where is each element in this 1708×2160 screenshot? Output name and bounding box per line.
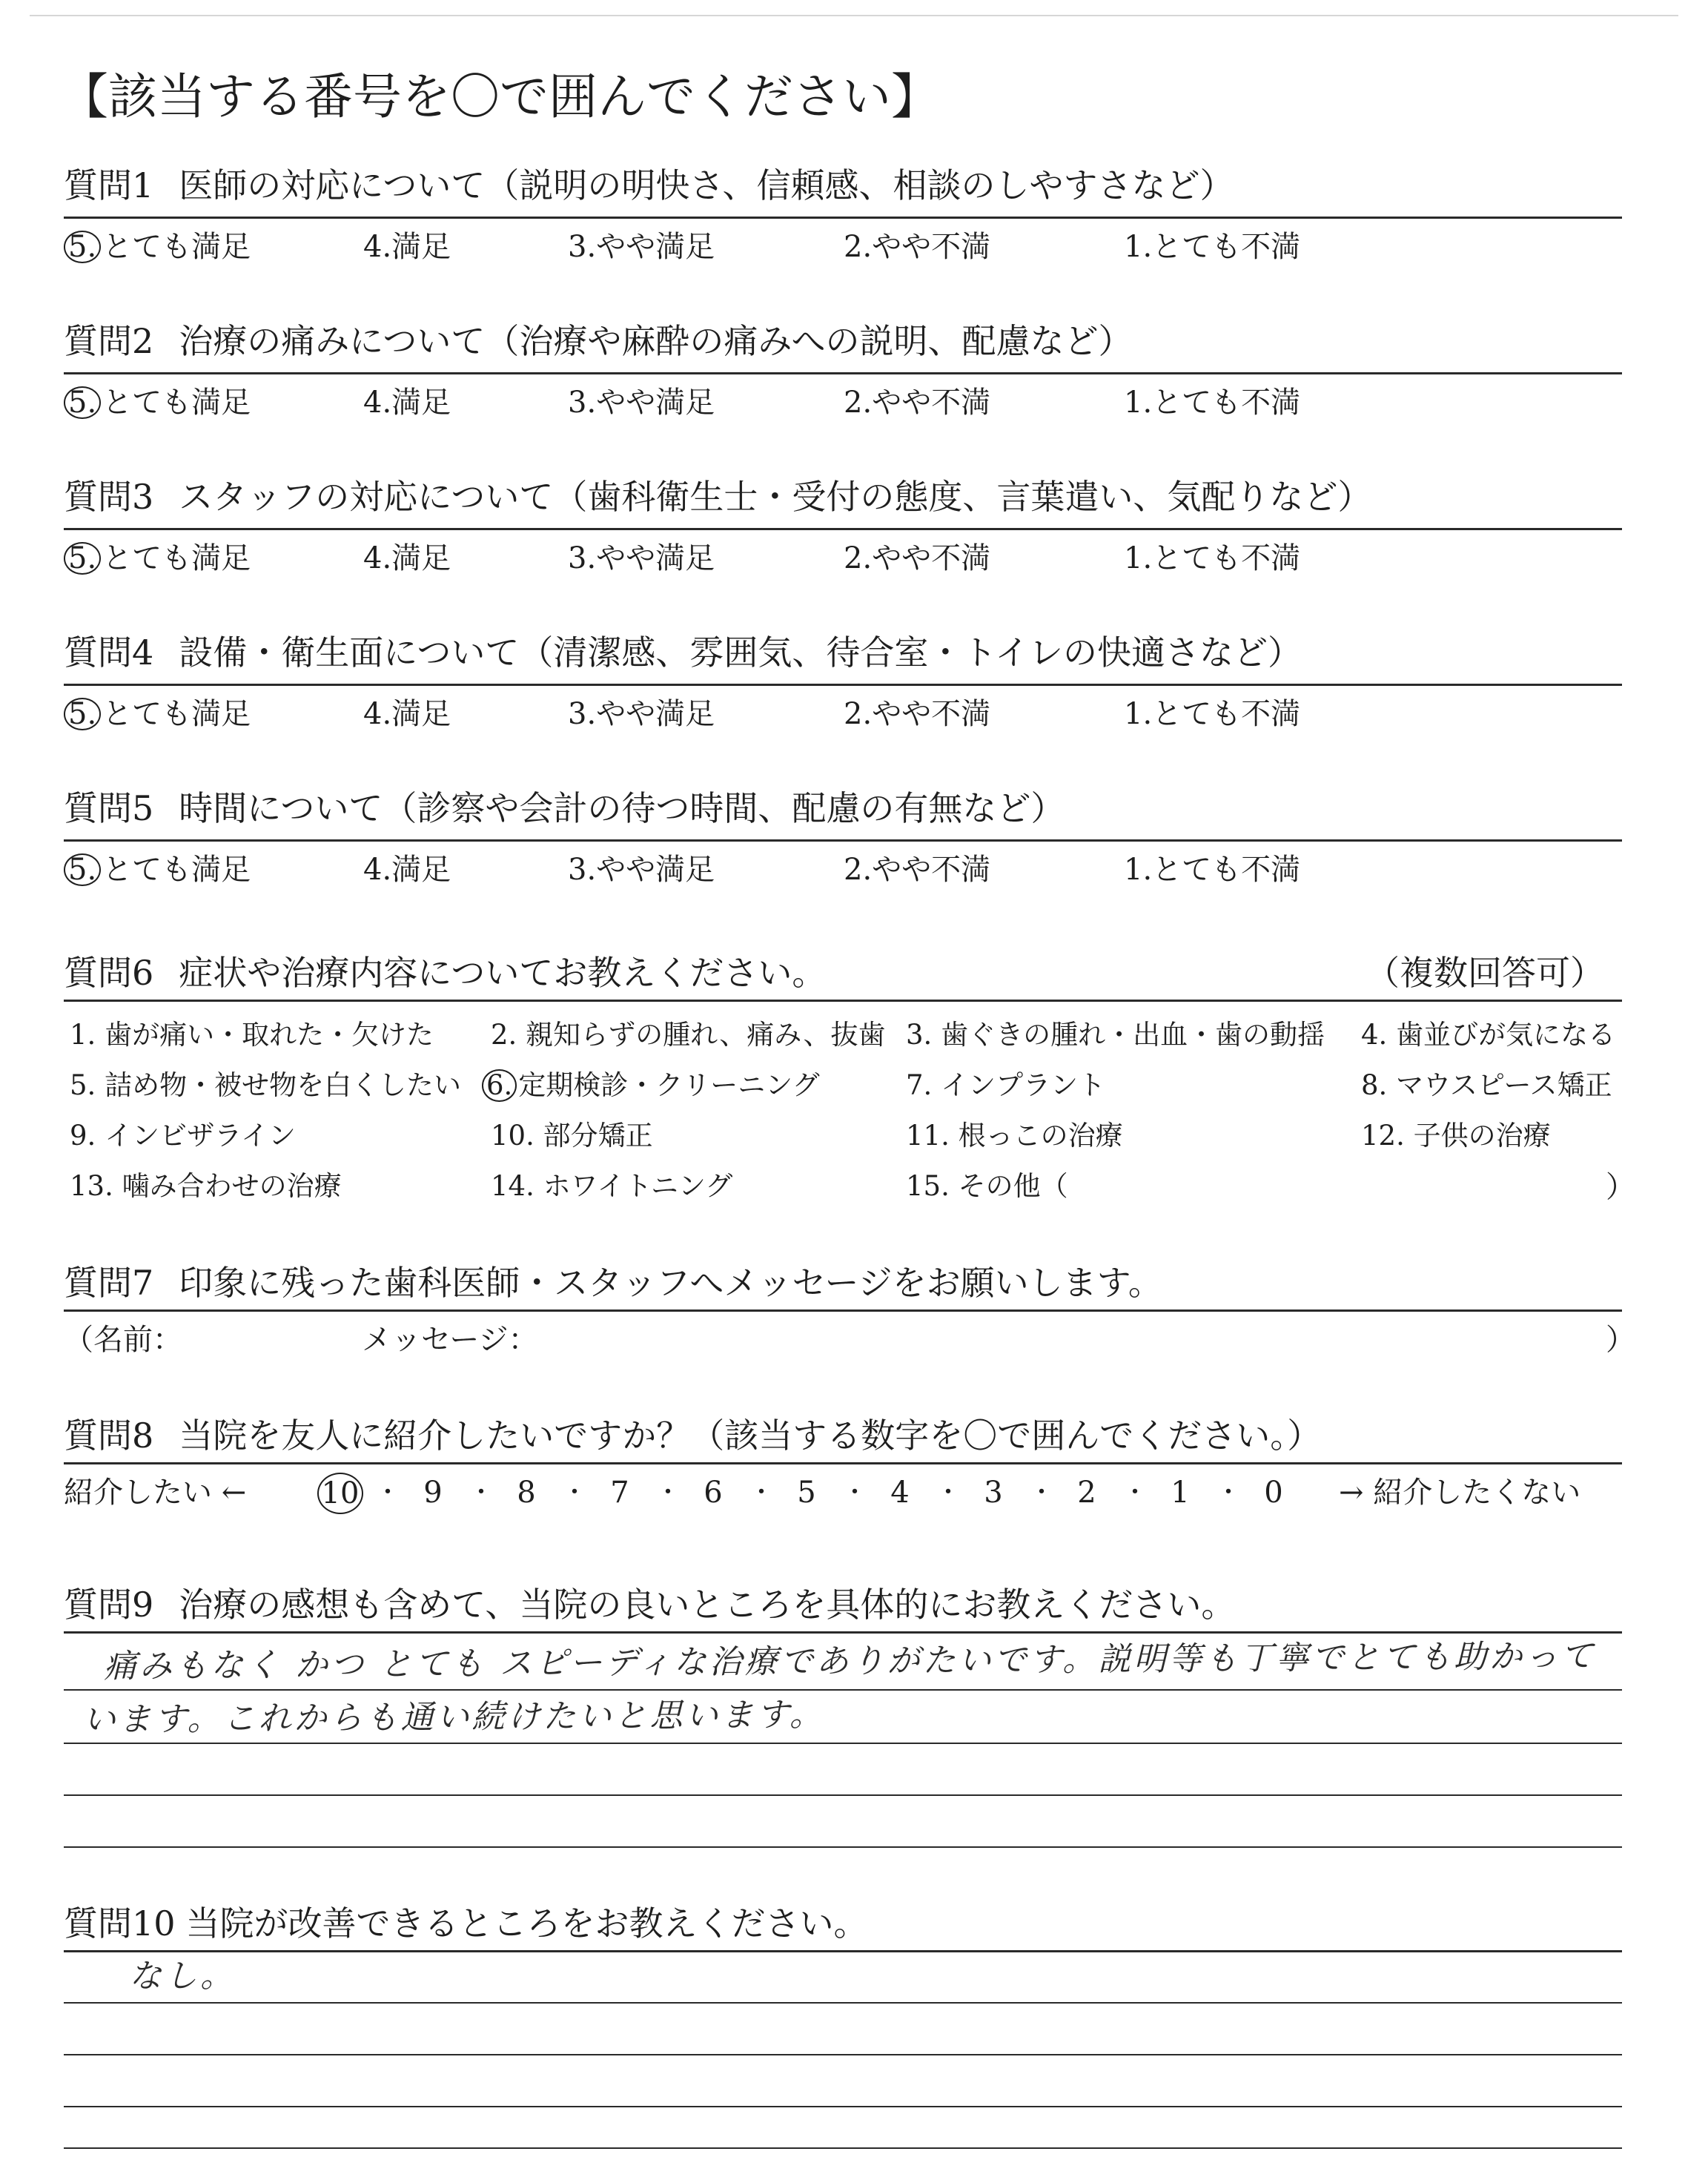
symptom-option[interactable]: 2. 親知らずの腫れ、痛み、抜歯 bbox=[491, 1019, 886, 1051]
other-close-paren: ） bbox=[1606, 1170, 1635, 1204]
rating-option[interactable]: 4.満足 bbox=[363, 230, 451, 264]
rating-option[interactable]: 4.満足 bbox=[363, 541, 451, 575]
question-number: 質問7 bbox=[64, 1263, 154, 1303]
question-10 bbox=[64, 1900, 868, 1947]
question-rule bbox=[64, 1950, 1622, 1952]
question-rule bbox=[64, 1631, 1622, 1634]
handwritten-answer-line: 痛みもなく かつ とても スピーディな治療でありがたいです。説明等も丁寧でとても助かって bbox=[103, 1636, 1597, 1685]
page-top-rule bbox=[30, 15, 1678, 16]
rating-option-selected[interactable] bbox=[64, 227, 251, 267]
symptom-option[interactable]: 5. 詰め物・被せ物を白くしたい bbox=[70, 1069, 462, 1101]
question-8 bbox=[64, 1412, 1321, 1459]
question-7 bbox=[64, 1259, 1162, 1307]
answer-line bbox=[64, 1743, 1622, 1744]
selection-circle: 5. bbox=[64, 231, 101, 263]
answer-line bbox=[64, 1794, 1622, 1796]
scale-separator: ・ bbox=[562, 1478, 587, 1507]
symptom-option[interactable]: 8. マウスピース矯正 bbox=[1361, 1069, 1612, 1101]
rating-option[interactable]: 2.やや不満 bbox=[844, 697, 991, 731]
scale-value[interactable]: 9 bbox=[423, 1476, 443, 1510]
question-rule bbox=[64, 1000, 1622, 1002]
question-text: 当院が改善できるところをお教えください。 bbox=[185, 1903, 868, 1943]
symptom-option[interactable]: 12. 子供の治療 bbox=[1361, 1120, 1551, 1152]
question-rule bbox=[64, 1462, 1622, 1464]
question-number: 質問9 bbox=[64, 1585, 154, 1625]
scale-value[interactable]: 0 bbox=[1264, 1476, 1283, 1510]
question-number: 質問1 bbox=[64, 165, 154, 205]
recommend-right-label: → 紹介したくない bbox=[1339, 1476, 1581, 1510]
scale-separator: ・ bbox=[1122, 1478, 1148, 1507]
rating-option[interactable]: 4.満足 bbox=[363, 386, 451, 420]
rating-option[interactable]: 1.とても不満 bbox=[1124, 697, 1301, 731]
answer-line bbox=[64, 2147, 1622, 2149]
selection-circle: 5. bbox=[64, 698, 101, 730]
symptom-option[interactable]: 7. インプラント bbox=[906, 1069, 1106, 1101]
rating-option-label: とても満足 bbox=[102, 230, 251, 264]
question-text: 治療の痛みについて（治療や麻酔の痛みへの説明、配慮など） bbox=[179, 321, 1133, 361]
scale-value[interactable]: 2 bbox=[1077, 1476, 1096, 1510]
question-text: 当院を友人に紹介したいですか？（該当する数字を〇で囲んでください。） bbox=[179, 1416, 1322, 1456]
scale-separator: ・ bbox=[1216, 1478, 1241, 1507]
scale-separator: ・ bbox=[375, 1478, 400, 1507]
handwritten-answer: なし。 bbox=[128, 1956, 236, 1995]
question-9 bbox=[64, 1581, 1235, 1628]
question-rule bbox=[64, 839, 1622, 842]
multiple-answer-note: （複数回答可） bbox=[1366, 953, 1604, 993]
symptom-option-other[interactable]: 15. その他（ bbox=[906, 1170, 1068, 1202]
message-close-paren: ） bbox=[1606, 1323, 1635, 1357]
symptom-option-label: 定期検診・クリーニング bbox=[518, 1069, 820, 1101]
symptom-option[interactable]: 14. ホワイトニング bbox=[491, 1170, 733, 1202]
answer-line bbox=[64, 1846, 1622, 1848]
scale-value[interactable]: 7 bbox=[610, 1476, 629, 1510]
symptom-option[interactable]: 10. 部分矯正 bbox=[491, 1120, 653, 1152]
question-text: 印象に残った歯科医師・スタッフへメッセージをお願いします。 bbox=[179, 1263, 1162, 1303]
scale-separator: ・ bbox=[655, 1478, 681, 1507]
symptom-option[interactable]: 1. 歯が痛い・取れた・欠けた bbox=[70, 1019, 434, 1051]
question-text: 設備・衛生面について（清潔感、雰囲気、待合室・トイレの快適さなど） bbox=[179, 633, 1302, 673]
page-title: 【該当する番号を〇で囲んでください】 bbox=[59, 68, 940, 125]
selection-circle: 5. bbox=[64, 542, 101, 575]
question-number: 質問6 bbox=[64, 953, 154, 993]
selection-circle: 6. bbox=[482, 1069, 517, 1102]
rating-option[interactable]: 1.とても不満 bbox=[1124, 541, 1301, 575]
scale-value-selected[interactable]: 10 bbox=[317, 1473, 363, 1514]
question-1 bbox=[64, 162, 1234, 209]
selection-circle: 5. bbox=[64, 853, 101, 886]
question-5 bbox=[64, 785, 1065, 832]
rating-option[interactable]: 3.やや満足 bbox=[568, 386, 715, 420]
rating-option[interactable]: 2.やや不満 bbox=[844, 541, 991, 575]
question-4 bbox=[64, 629, 1302, 676]
rating-option-selected[interactable] bbox=[64, 383, 251, 423]
question-rule bbox=[64, 1309, 1622, 1312]
question-text: 医師の対応について（説明の明快さ、信頼感、相談のしやすさなど） bbox=[179, 165, 1234, 205]
question-2 bbox=[64, 317, 1132, 365]
rating-option[interactable]: 2.やや不満 bbox=[844, 853, 991, 887]
rating-option-label: とても満足 bbox=[102, 541, 251, 575]
question-3 bbox=[64, 473, 1371, 521]
scale-separator: ・ bbox=[936, 1478, 961, 1507]
answer-line bbox=[64, 1689, 1622, 1691]
rating-option[interactable]: 4.満足 bbox=[363, 697, 451, 731]
message-label: メッセージ： bbox=[362, 1323, 538, 1357]
question-text: 時間について（診察や会計の待つ時間、配慮の有無など） bbox=[179, 788, 1065, 828]
question-text: スタッフの対応について（歯科衛生士・受付の態度、言葉遣い、気配りなど） bbox=[179, 477, 1372, 517]
rating-option[interactable]: 3.やや満足 bbox=[568, 541, 715, 575]
question-number: 質問2 bbox=[64, 321, 154, 361]
symptom-option-selected[interactable] bbox=[482, 1066, 820, 1105]
symptom-option[interactable]: 3. 歯ぐきの腫れ・出血・歯の動揺 bbox=[906, 1019, 1325, 1051]
rating-option[interactable]: 1.とても不満 bbox=[1124, 230, 1301, 264]
rating-option[interactable]: 1.とても不満 bbox=[1124, 853, 1301, 887]
answer-line bbox=[64, 2002, 1622, 2004]
scale-value[interactable]: 4 bbox=[890, 1476, 910, 1510]
question-rule bbox=[64, 217, 1622, 219]
rating-option-selected[interactable] bbox=[64, 850, 251, 890]
handwritten-answer-line: います。これからも通い続けたいと思います。 bbox=[82, 1696, 826, 1739]
scale-value[interactable]: 8 bbox=[517, 1476, 536, 1510]
question-number: 質問3 bbox=[64, 477, 154, 517]
question-rule bbox=[64, 684, 1622, 686]
rating-option[interactable]: 2.やや不満 bbox=[844, 386, 991, 420]
symptom-option[interactable]: 13. 噛み合わせの治療 bbox=[70, 1170, 342, 1202]
symptom-option[interactable]: 9. インビザライン bbox=[70, 1120, 296, 1152]
rating-option[interactable]: 4.満足 bbox=[363, 853, 451, 887]
scale-value[interactable]: 6 bbox=[704, 1476, 723, 1510]
rating-option-label: とても満足 bbox=[102, 697, 251, 731]
question-6 bbox=[64, 949, 826, 997]
question-rule bbox=[64, 372, 1622, 374]
recommend-left-label: 紹介したい ← bbox=[64, 1476, 247, 1510]
name-label: （名前： bbox=[64, 1323, 182, 1357]
rating-option-selected[interactable] bbox=[64, 694, 251, 734]
question-number: 質問4 bbox=[64, 633, 154, 673]
scale-value[interactable]: 1 bbox=[1171, 1476, 1190, 1510]
answer-line bbox=[64, 2054, 1622, 2055]
rating-option-label: とても満足 bbox=[102, 853, 251, 887]
question-text: 症状や治療内容についてお教えください。 bbox=[179, 953, 827, 993]
rating-option-label: とても満足 bbox=[102, 386, 251, 420]
scale-separator: ・ bbox=[1029, 1478, 1054, 1507]
rating-option[interactable]: 2.やや不満 bbox=[844, 230, 991, 264]
rating-option-selected[interactable] bbox=[64, 538, 251, 578]
question-number: 質問5 bbox=[64, 788, 154, 828]
question-number: 質問8 bbox=[64, 1416, 154, 1456]
question-number: 質問10 bbox=[64, 1903, 176, 1943]
scale-value[interactable]: 3 bbox=[984, 1476, 1003, 1510]
rating-option[interactable]: 3.やや満足 bbox=[568, 697, 715, 731]
scale-separator: ・ bbox=[469, 1478, 494, 1507]
selection-circle: 5. bbox=[64, 386, 101, 419]
rating-option[interactable]: 3.やや満足 bbox=[568, 230, 715, 264]
rating-option[interactable]: 3.やや満足 bbox=[568, 853, 715, 887]
symptom-option[interactable]: 11. 根っこの治療 bbox=[906, 1120, 1123, 1152]
scale-value[interactable]: 5 bbox=[797, 1476, 816, 1510]
scale-separator: ・ bbox=[842, 1478, 867, 1507]
scale-separator: ・ bbox=[749, 1478, 774, 1507]
answer-line bbox=[64, 2106, 1622, 2107]
symptom-option[interactable]: 4. 歯並びが気になる bbox=[1361, 1019, 1616, 1051]
question-rule bbox=[64, 528, 1622, 530]
question-text: 治療の感想も含めて、当院の良いところを具体的にお教えください。 bbox=[179, 1585, 1236, 1625]
rating-option[interactable]: 1.とても不満 bbox=[1124, 386, 1301, 420]
